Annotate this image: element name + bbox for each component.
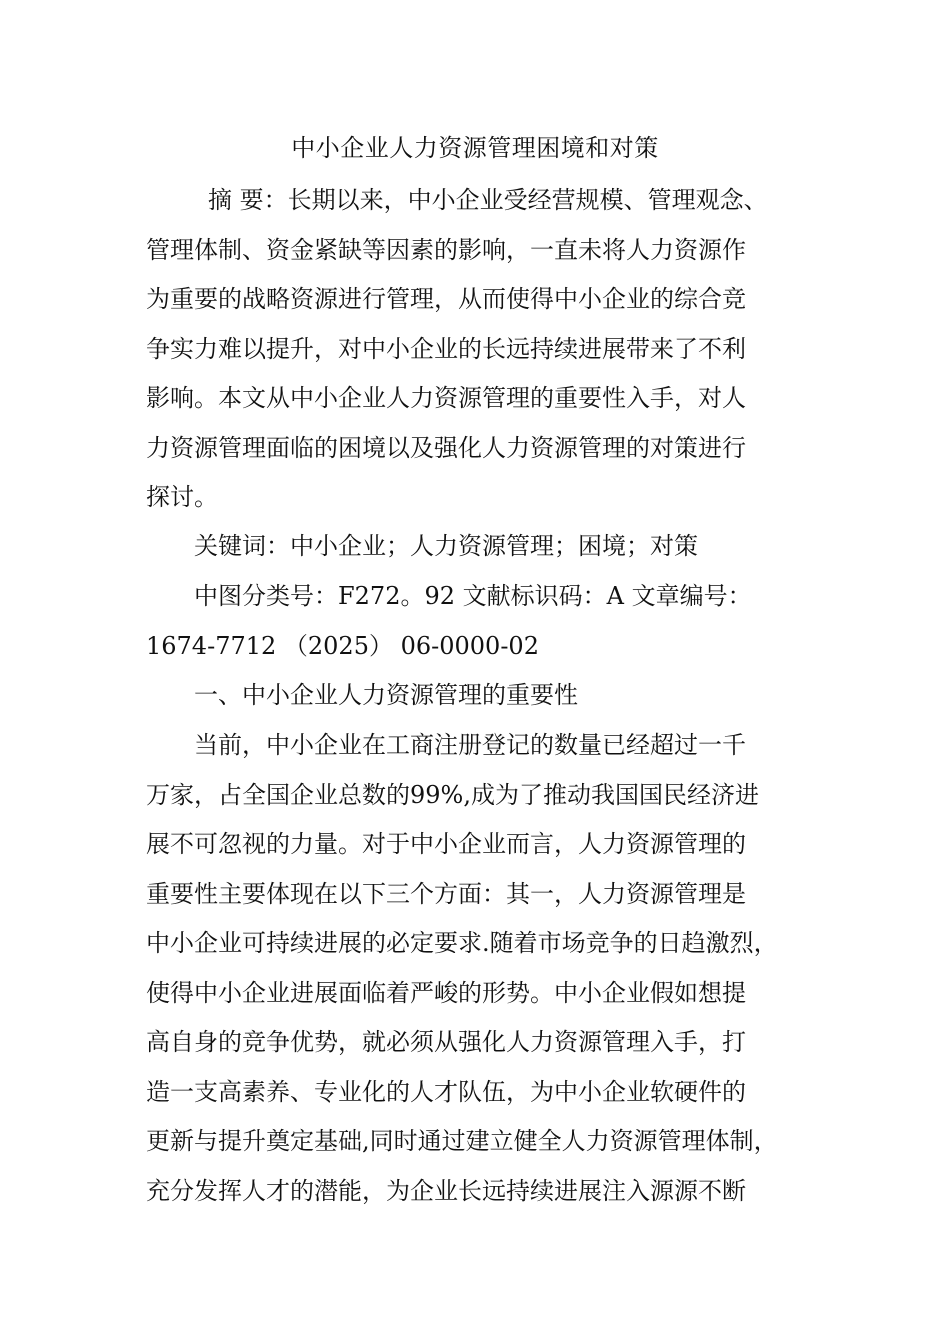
document-title: 中小企业人力资源管理困境和对策 (291, 134, 659, 162)
body-line: 万家，占全国企业总数的99%,成为了推动我国国民经济进 (146, 780, 759, 809)
classification-line: 1674-7712 （2025） 06-0000-02 (146, 631, 539, 660)
body-line: 当前，中小企业在工商注册登记的数量已经超过一千 (194, 731, 746, 759)
body-paragraph (146, 721, 806, 1216)
section-heading-text: 一、中小企业人力资源管理的重要性 (194, 681, 578, 709)
body-line: 充分发挥人才的潜能，为企业长远持续进展注入源源不断 (146, 1176, 746, 1205)
classification-paragraph (146, 572, 806, 671)
abstract-line: 探讨。 (146, 483, 218, 511)
body-line: 展不可忽视的力量。对于中小企业而言，人力资源管理的 (146, 830, 746, 858)
section-heading (146, 671, 806, 721)
abstract-paragraph (146, 176, 806, 523)
body-line: 中小企业可持续进展的必定要求.随着市场竞争的日趋激烈， (146, 929, 778, 957)
classification-line: 中图分类号：F272。92 文献标识码：A 文章编号： (194, 582, 752, 610)
abstract-line: 争实力难以提升，对中小企业的长远持续进展带来了不利 (146, 334, 746, 363)
abstract-line: 力资源管理面临的困境以及强化人力资源管理的对策进行 (146, 433, 746, 462)
body-line: 造一支高素养、专业化的人才队伍，为中小企业软硬件的 (146, 1077, 746, 1106)
keywords-line: 关键词：中小企业；人力资源管理；困境；对策 (194, 532, 698, 560)
keywords-paragraph (146, 522, 806, 572)
body-line: 重要性主要体现在以下三个方面：其一，人力资源管理是 (146, 879, 746, 908)
abstract-line: 摘 要：长期以来，中小企业受经营规模、管理观念、 (208, 186, 768, 214)
abstract-line: 为重要的战略资源进行管理，从而使得中小企业的综合竞 (146, 285, 746, 313)
body-line: 更新与提升奠定基础,同时通过建立健全人力资源管理体制， (146, 1127, 778, 1155)
body-line: 使得中小企业进展面临着严峻的形势。中小企业假如想提 (146, 978, 746, 1007)
body-line: 高自身的竞争优势，就必须从强化人力资源管理入手，打 (146, 1028, 746, 1056)
abstract-line: 管理体制、资金紧缺等因素的影响，一直未将人力资源作 (146, 235, 746, 264)
abstract-line: 影响。本文从中小企业人力资源管理的重要性入手，对人 (146, 384, 746, 412)
